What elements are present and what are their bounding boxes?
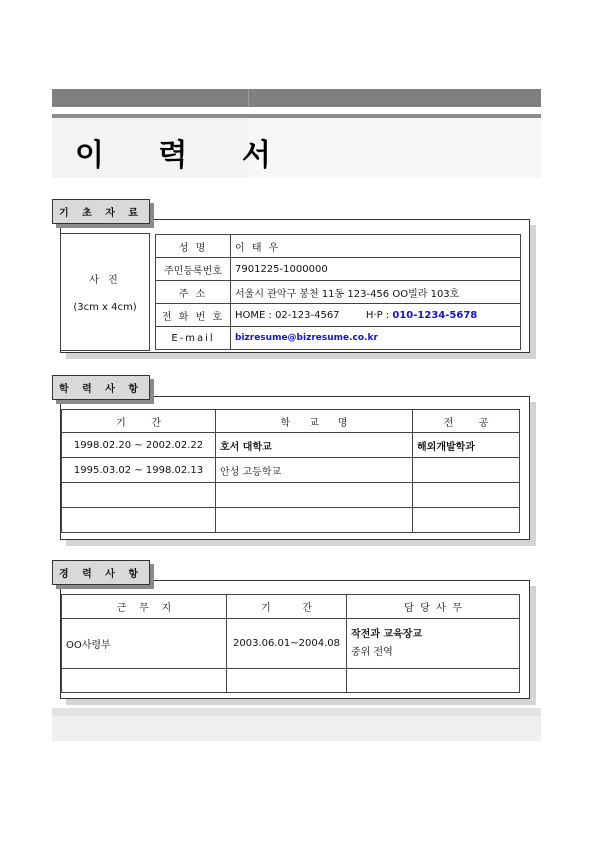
education-header-row [62, 410, 520, 433]
name-value: 이 태 우 [231, 235, 521, 258]
education-major [413, 458, 520, 483]
document-title: 이 력 서 [75, 138, 293, 173]
education-school: 호서 대학교 [216, 433, 413, 458]
career-header-duty: 담 당 사 무 [347, 595, 520, 619]
mobile-phone: 010-1234-5678 [392, 309, 478, 321]
education-badge: 학 력 사 항 [52, 375, 150, 400]
table-row [62, 508, 520, 533]
table-row [62, 458, 520, 483]
career-duty-cell [347, 669, 520, 693]
name-row [156, 235, 521, 258]
career-period: 2003.06.01~2004.08 [227, 619, 347, 669]
education-header-period: 기 간 [62, 410, 216, 433]
career-duty-title: 작전과 교육장교 [351, 628, 423, 640]
basic-info-table [155, 234, 521, 350]
education-period [62, 508, 216, 533]
table-row [62, 619, 520, 669]
header-bar [52, 89, 541, 107]
address-value: 서울시 관악구 봉천 11동 123-456 OO빌라 103호 [231, 281, 521, 304]
education-period: 1995.03.02 ~ 1998.02.13 [62, 458, 216, 483]
email-label: E-mail [156, 327, 231, 350]
table-row [62, 433, 520, 458]
education-school: 안성 고등학교 [216, 458, 413, 483]
career-badge: 경 력 사 항 [52, 560, 150, 585]
career-duty-note: 중위 전역 [351, 646, 393, 658]
career-period [227, 669, 347, 693]
photo-label: 사 진 [89, 275, 121, 286]
basic-info-badge: 기 초 자 료 [52, 199, 150, 224]
career-header-row [62, 595, 520, 619]
education-major: 해외개발학과 [413, 433, 520, 458]
id-value: 7901225-1000000 [231, 258, 521, 281]
education-header-school: 학 교 명 [216, 410, 413, 433]
career-duty-cell [347, 619, 520, 669]
education-major [413, 508, 520, 533]
id-label: 주민등록번호 [156, 258, 231, 281]
education-period [62, 483, 216, 508]
education-major [413, 483, 520, 508]
education-school [216, 483, 413, 508]
table-row [62, 669, 520, 693]
education-header-major: 전 공 [413, 410, 520, 433]
career-table [61, 594, 520, 693]
phone-cell [231, 304, 521, 327]
address-label: 주 소 [156, 281, 231, 304]
address-row [156, 281, 521, 304]
name-label: 성 명 [156, 235, 231, 258]
career-header-place: 근 무 지 [62, 595, 227, 619]
phone-label: 전 화 번 호 [156, 304, 231, 327]
phone-row [156, 304, 521, 327]
table-row [62, 483, 520, 508]
photo-size: (3cm x 4cm) [73, 302, 137, 313]
career-header-period: 기 간 [227, 595, 347, 619]
email-row [156, 327, 521, 350]
career-place [62, 669, 227, 693]
id-row [156, 258, 521, 281]
email-link[interactable]: bizresume@bizresume.co.kr [231, 327, 521, 350]
career-place: OO사령부 [62, 619, 227, 669]
education-period: 1998.02.20 ~ 2002.02.22 [62, 433, 216, 458]
hp-label: H·P : [365, 309, 390, 321]
education-school [216, 508, 413, 533]
footer-band [52, 708, 541, 741]
photo-box [60, 233, 150, 351]
education-table [61, 409, 520, 533]
home-phone: HOME : 02-123-4567 [235, 309, 340, 321]
